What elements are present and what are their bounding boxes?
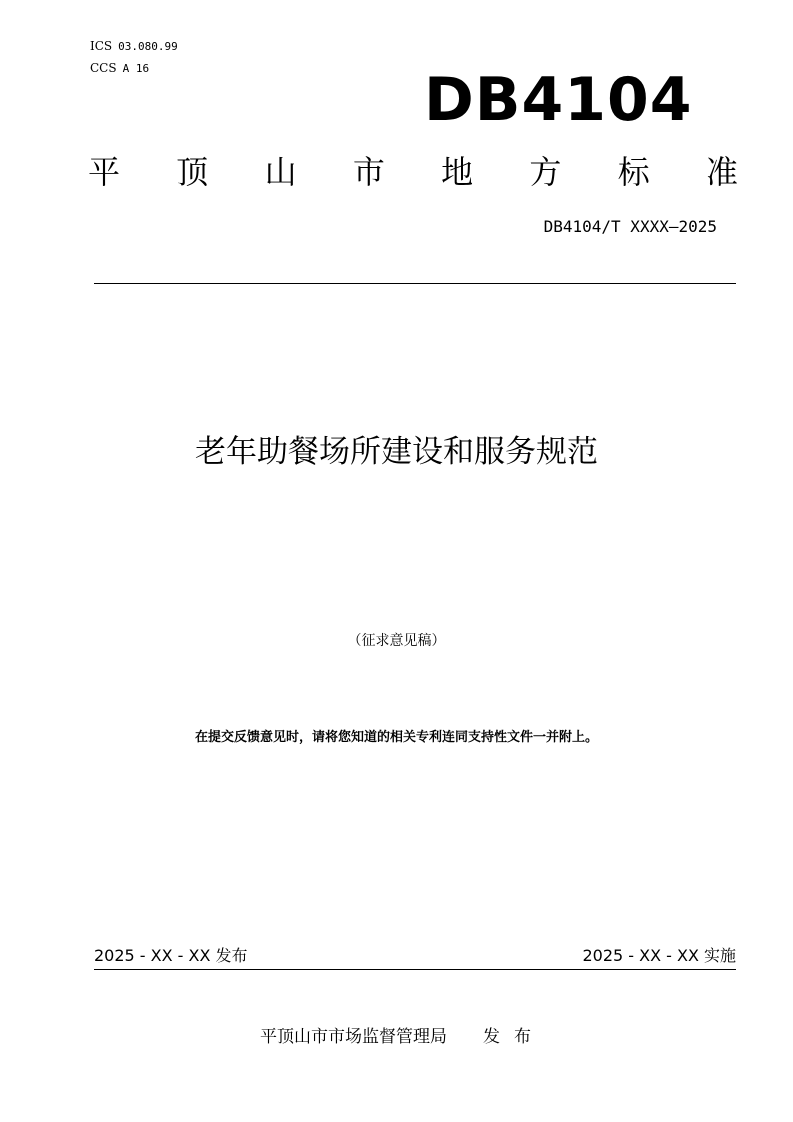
release-date: 2025 - XX - XX 发布 (94, 946, 248, 965)
standard-logo: DB4104 (424, 65, 693, 135)
ccs-classification (90, 61, 149, 76)
standard-number: DB4104/T XXXX—2025 (543, 217, 717, 236)
category-char: 顶 (176, 153, 209, 191)
ics-classification (90, 39, 178, 54)
category-char: 山 (264, 153, 297, 191)
ics-code: 03.080.99 (118, 40, 178, 53)
bottom-divider (94, 969, 736, 970)
implement-date: 2025 - XX - XX 实施 (582, 946, 736, 965)
document-title: 老年助餐场所建设和服务规范 (195, 434, 598, 470)
top-divider (94, 283, 736, 284)
category-char: 标 (617, 153, 650, 191)
category-char: 平 (88, 153, 121, 191)
issuer (260, 1024, 545, 1050)
category-char: 方 (529, 153, 562, 191)
category-char: 地 (441, 153, 474, 191)
draft-note: （征求意见稿） (347, 633, 446, 649)
standard-category (88, 150, 738, 194)
category-char: 市 (352, 153, 385, 191)
ics-label: ICS (90, 39, 113, 53)
issuer-action: 发布 (483, 1027, 545, 1047)
patent-notice: 在提交反馈意见时，请将您知道的相关专利连同支持性文件一并附上。 (194, 730, 598, 745)
issuer-org: 平顶山市市场监督管理局 (260, 1027, 447, 1047)
category-char: 准 (705, 153, 738, 191)
ccs-code: A 16 (122, 62, 150, 75)
ccs-label: CCS (90, 61, 117, 75)
